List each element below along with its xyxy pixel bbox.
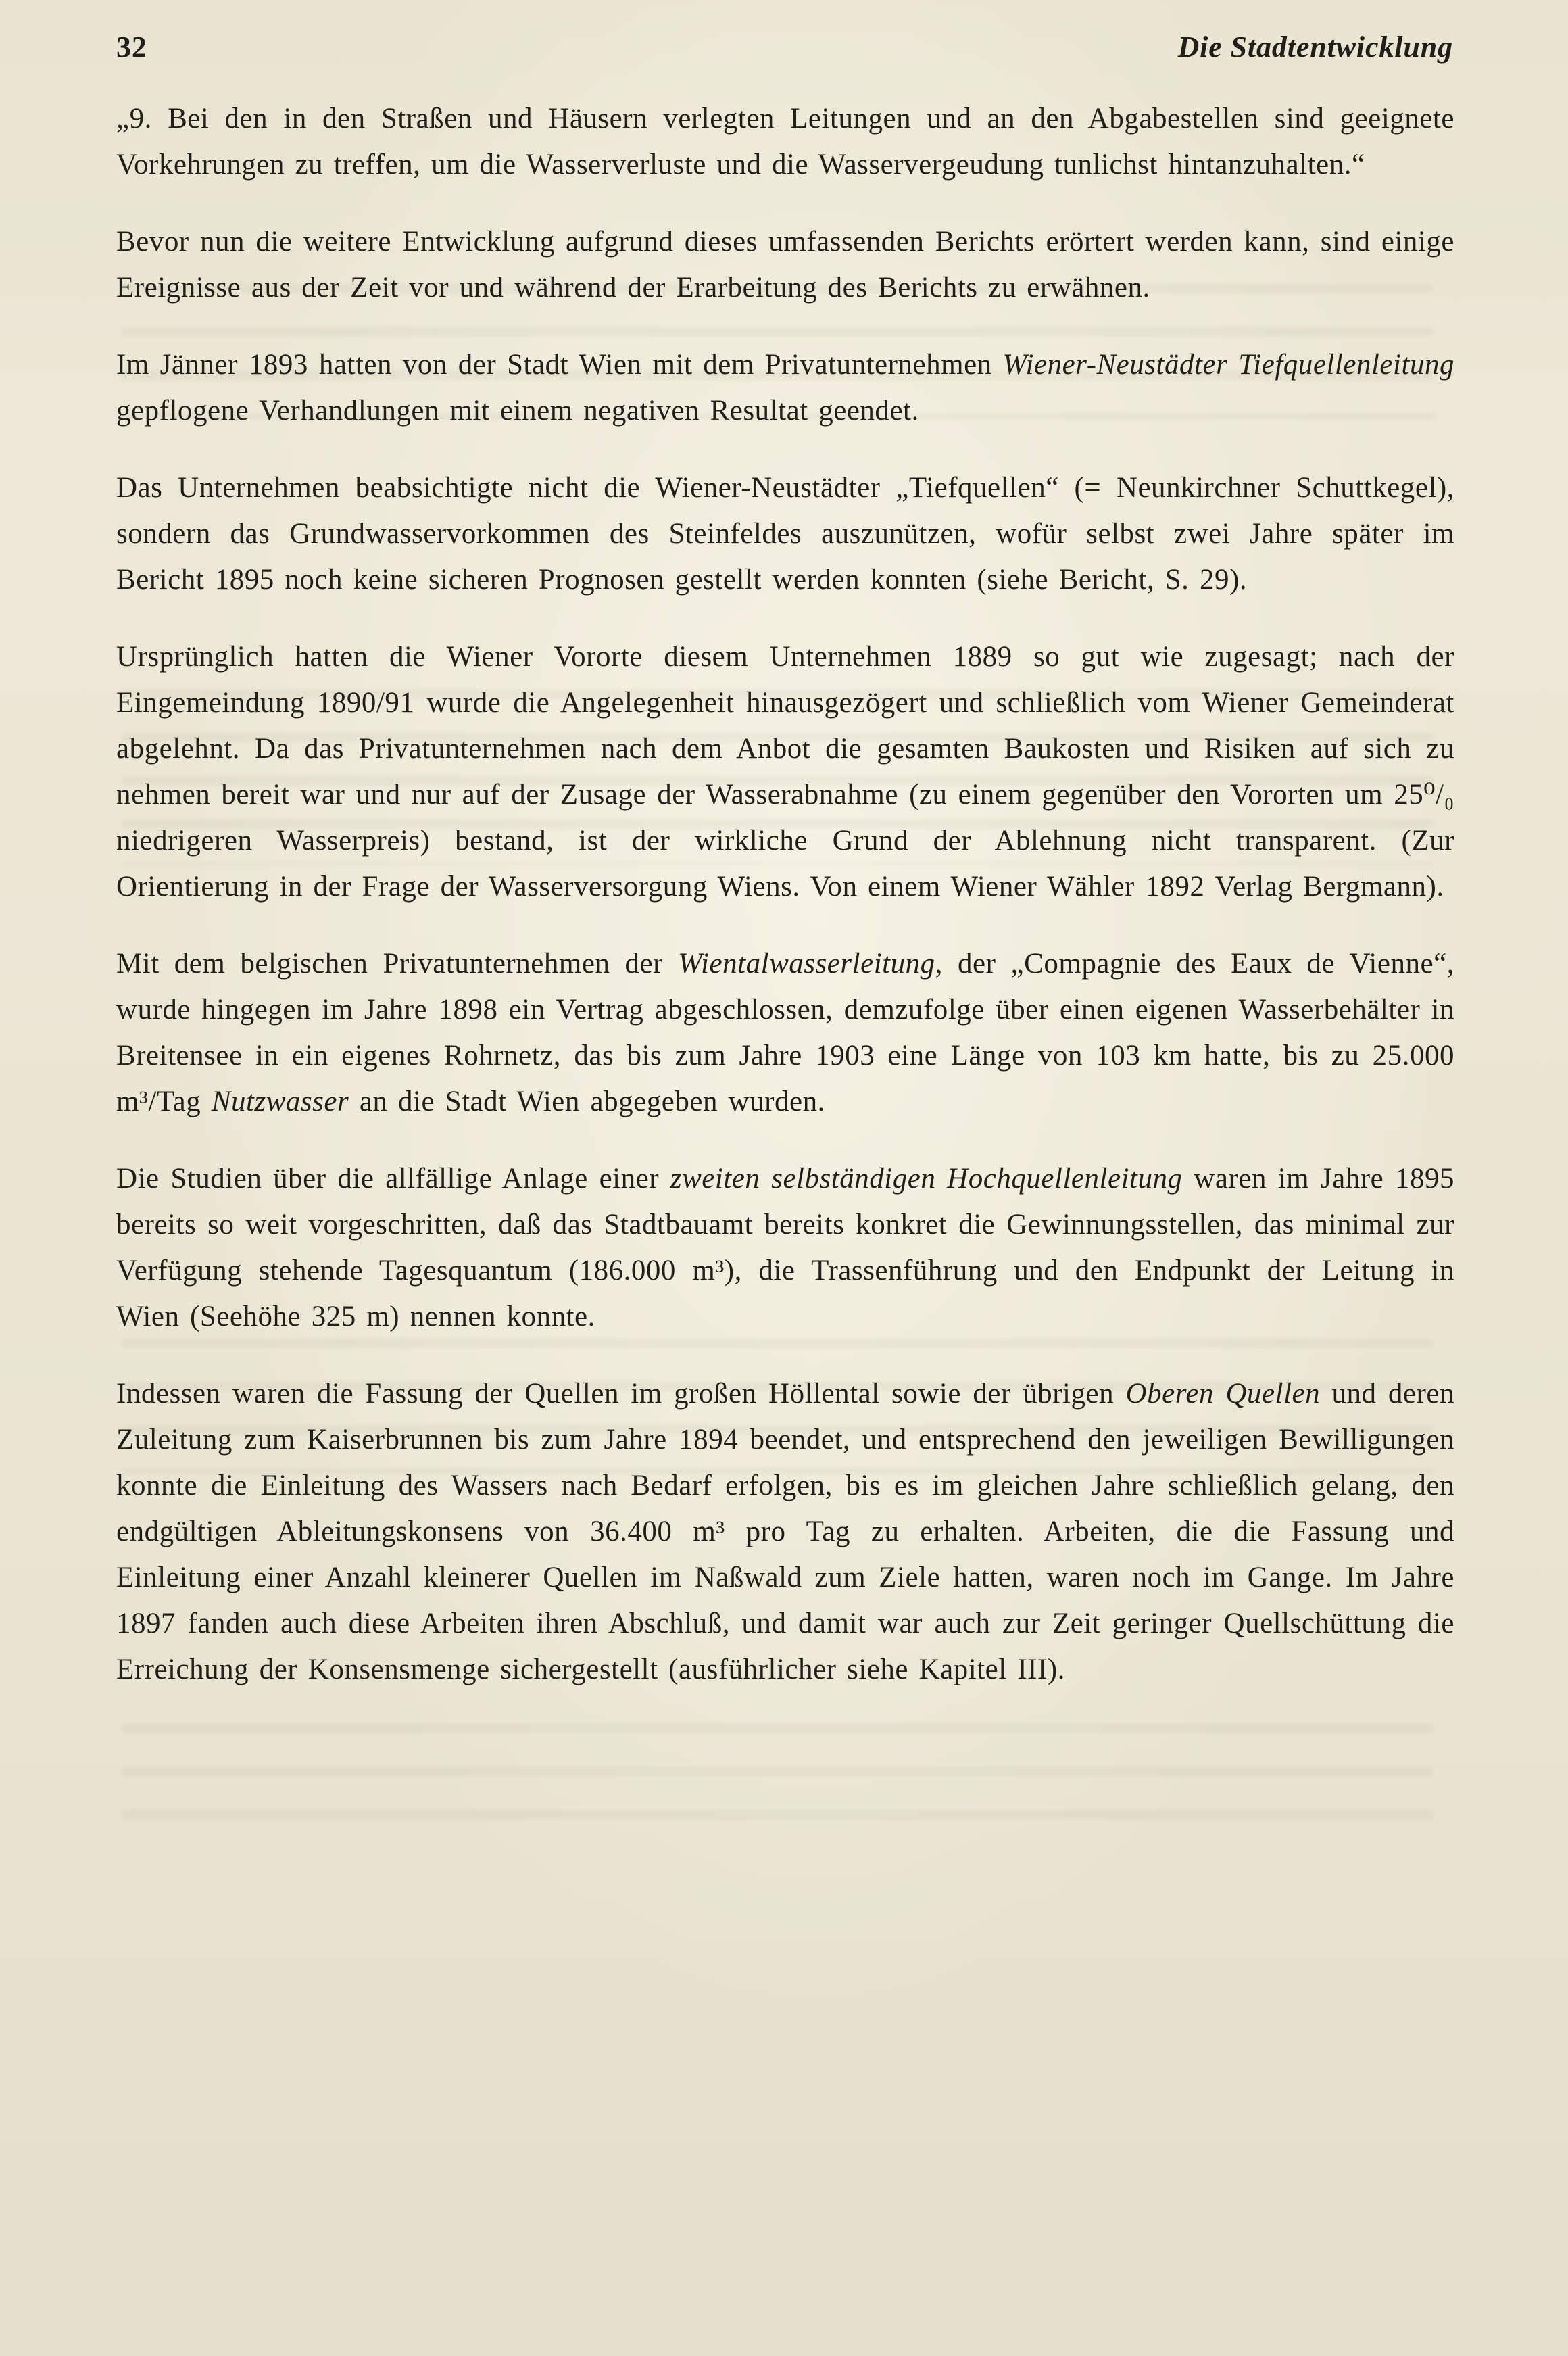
paragraph-intro — [116, 219, 1454, 311]
text-run-italic: Oberen Quellen — [1125, 1378, 1321, 1410]
paragraph-quote-9 — [116, 96, 1454, 188]
text-run-italic: Wientalwasserleitung — [678, 948, 935, 980]
paragraph-vororte-1889 — [116, 634, 1454, 910]
text-run: waren im Jahre 1895 bereits so weit vorgeschritten, daß das Stadtbauamt bereits konkret die Gewinnungsstellen, das minimal zur Verfügung stehende Tagesquantum (186.000 m³), die Trassenführung und den Endpunkt der Leitung in Wien (Seehöhe 325 m) nennen konnte. — [116, 1163, 1455, 1332]
text-run-italic: Nutzwasser — [211, 1086, 349, 1117]
text-run: Ursprünglich hatten die Wiener Vororte diesem Unternehmen 1889 so gut wie zugesagt; nach der Eingemeindung 1890/91 wurde die Angelegenheit hinausgezögert und schließlich vom Wiener Gemeinderat abgelehnt. Da das Privatunternehmen nach dem Anbot die gesamten Baukosten und Risiken auf sich zu nehmen bereit war und nur auf der Zusage der Wasserabnahme (zu einem gegenüber den Vororten um 25⁰/₀ niedrigeren Wasserpreis) bestand, ist der wirkliche Grund der Ablehnung nicht transparent. (Zur Orientierung in der Frage der Wasserversorgung Wiens. Von einem Wiener Wähler 1892 Verlag Bergmann). — [116, 641, 1454, 903]
text-run: , der „Compagnie des Eaux de Vienne“, wurde hingegen im Jahre 1898 ein Vertrag abgeschlossen, demzufolge über einen eigenen Wasserbehälter in Breitensee in ein eigenes Rohrnetz, das bis zum Jahre 1903 eine Länge von 103 km hatte, bis zu 25.000 m³/Tag — [116, 948, 1454, 1117]
text-run: Im Jänner 1893 hatten von der Stadt Wien mit dem Privatunternehmen — [116, 349, 1003, 381]
paragraph-unternehmen — [116, 465, 1454, 603]
text-run: und deren Zuleitung zum Kaiserbrunnen bis zum Jahre 1894 beendet, und entsprechend den jeweiligen Bewilligungen konnte die Einleitung des Wassers nach Bedarf erfolgen, bis es im gleichen Jahre schließlich gelang, den endgültigen Ableitungskonsens von 36.400 m³ pro Tag zu erhalten. Arbeiten, die die Fassung und Einleitung einer Anzahl kleinerer Quellen im Naßwald zum Ziele hatten, waren noch im Gange. Im Jahre 1897 fanden auch diese Arbeiten ihren Abschluß, und damit war auch zur Zeit geringer Quellschüttung die Erreichung der Konsensmenge sichergestellt (ausführlicher siehe Kapitel III). — [116, 1378, 1454, 1685]
text-run: Das Unternehmen beabsichtigte nicht die Wiener-Neustädter „Tiefquellen“ (= Neunkirchner Schuttkegel), sondern das Grundwasservorkommen des Steinfeldes auszunützen, wofür selbst zwei Jahre später im Bericht 1895 noch keine sicheren Prognosen gestellt werden konnten (siehe Bericht, S. 29). — [116, 472, 1454, 596]
page-header — [116, 30, 1453, 64]
text-run: Die Studien über die allfällige Anlage einer — [116, 1163, 670, 1195]
page-number: 32 — [116, 30, 147, 64]
text-run-italic: Wiener-Neustädter Tiefquellenleitung — [1002, 349, 1454, 381]
text-run-italic: zweiten selbständigen Hochquellenleitung — [670, 1163, 1183, 1195]
paragraph-wientalwasserleitung — [116, 941, 1454, 1125]
text-run: Indessen waren die Fassung der Quellen im großen Höllental sowie der übrigen — [116, 1378, 1126, 1410]
paragraph-studien-hochquellenleitung — [116, 1156, 1454, 1340]
text-run: an die Stadt Wien abgegeben wurden. — [349, 1086, 825, 1117]
text-run: gepflogene Verhandlungen mit einem negativen Resultat geendet. — [116, 395, 919, 427]
text-run: „9. Bei den in den Straßen und Häusern verlegten Leitungen und an den Abgabestellen sind geeignete Vorkehrungen zu treffen, um die Wasserverluste und die Wasservergeudung tunlichst hintanzuhalten.“ — [116, 103, 1454, 181]
text-run: Bevor nun die weitere Entwicklung aufgrund dieses umfassenden Berichts erörtert werden kann, sind einige Ereignisse aus der Zeit vor und während der Erarbeitung des Berichts zu erwähnen. — [116, 226, 1454, 304]
show-through-artifact — [122, 1724, 1433, 1846]
paragraph-jaenner-1893 — [116, 342, 1454, 434]
paragraph-fassung-quellen — [116, 1371, 1454, 1693]
text-block — [116, 96, 1454, 1724]
running-title: Die Stadtentwicklung — [1177, 30, 1453, 64]
text-run: Mit dem belgischen Privatunternehmen der — [116, 948, 679, 980]
